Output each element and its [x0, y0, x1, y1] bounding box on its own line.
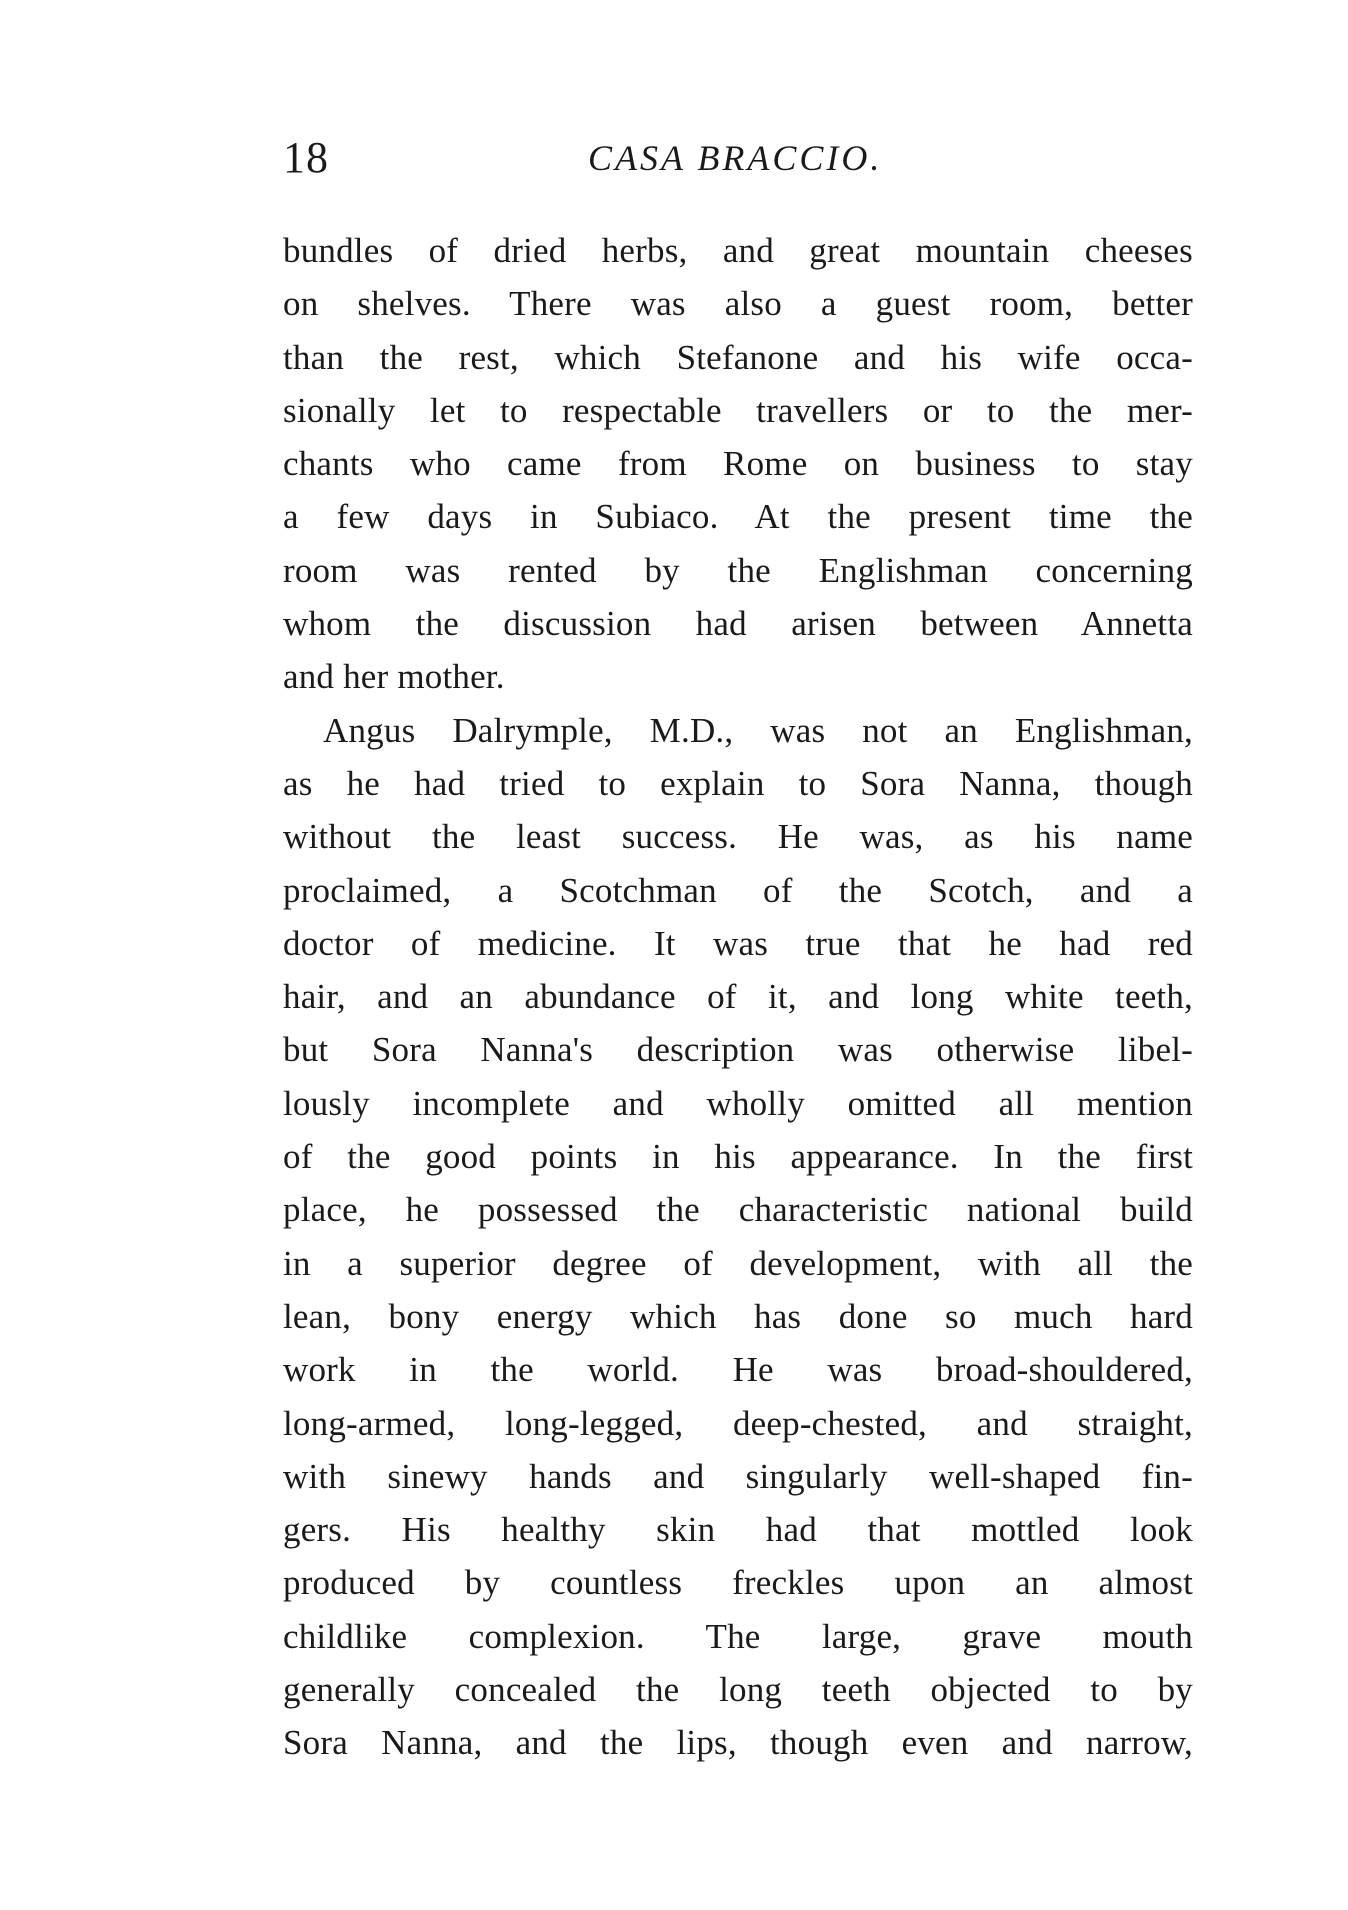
text-line: lously incomplete and wholly omitted all mention: [283, 1083, 1193, 1123]
text-line: sionally let to respectable travellers or to the mer-: [283, 390, 1193, 430]
text-line: as he had tried to explain to Sora Nanna, though: [283, 763, 1193, 803]
text-line: without the least success. He was, as his name: [283, 817, 1193, 857]
text-line: lean, bony energy which has done so much hard: [283, 1296, 1193, 1336]
text-line: gers. His healthy skin had that mottled look: [283, 1510, 1193, 1550]
text-line: room was rented by the Englishman concerning: [283, 550, 1193, 590]
text-line: childlike complexion. The large, grave mouth: [283, 1616, 1193, 1656]
text-line: and her mother.: [283, 657, 505, 697]
text-line: than the rest, which Stefanone and his wife occa-: [283, 337, 1193, 377]
running-head: CASA BRACCIO.: [588, 138, 883, 178]
text-line: Angus Dalrymple, M.D., was not an Englishman,: [323, 710, 1193, 750]
text-line: Sora Nanna, and the lips, though even and narrow,: [283, 1723, 1193, 1763]
text-line: place, he possessed the characteristic national build: [283, 1190, 1193, 1230]
text-line: hair, and an abundance of it, and long white teeth,: [283, 977, 1193, 1017]
text-line: generally concealed the long teeth objected to by: [283, 1670, 1193, 1710]
text-line: proclaimed, a Scotchman of the Scotch, and a: [283, 870, 1193, 910]
text-line: work in the world. He was broad-shouldered,: [283, 1350, 1193, 1390]
text-line: long-armed, long-legged, deep-chested, and straight,: [283, 1403, 1193, 1443]
text-line: of the good points in his appearance. In the first: [283, 1137, 1193, 1177]
page-number: 18: [283, 133, 329, 182]
text-line: whom the discussion had arisen between Annetta: [283, 604, 1193, 644]
text-line: doctor of medicine. It was true that he had red: [283, 923, 1193, 963]
text-line: with sinewy hands and singularly well-shaped fin-: [283, 1456, 1193, 1496]
body-text: [283, 224, 1193, 1770]
text-line: a few days in Subiaco. At the present time the: [283, 497, 1193, 537]
text-line: chants who came from Rome on business to stay: [283, 444, 1193, 484]
text-line: but Sora Nanna's description was otherwise libel-: [283, 1030, 1193, 1070]
text-line: bundles of dried herbs, and great mountain cheeses: [283, 231, 1193, 270]
page-header: [283, 128, 1193, 188]
text-line: on shelves. There was also a guest room, better: [283, 284, 1193, 324]
text-line: produced by countless freckles upon an almost: [283, 1563, 1193, 1603]
text-line: in a superior degree of development, with all the: [283, 1243, 1193, 1283]
